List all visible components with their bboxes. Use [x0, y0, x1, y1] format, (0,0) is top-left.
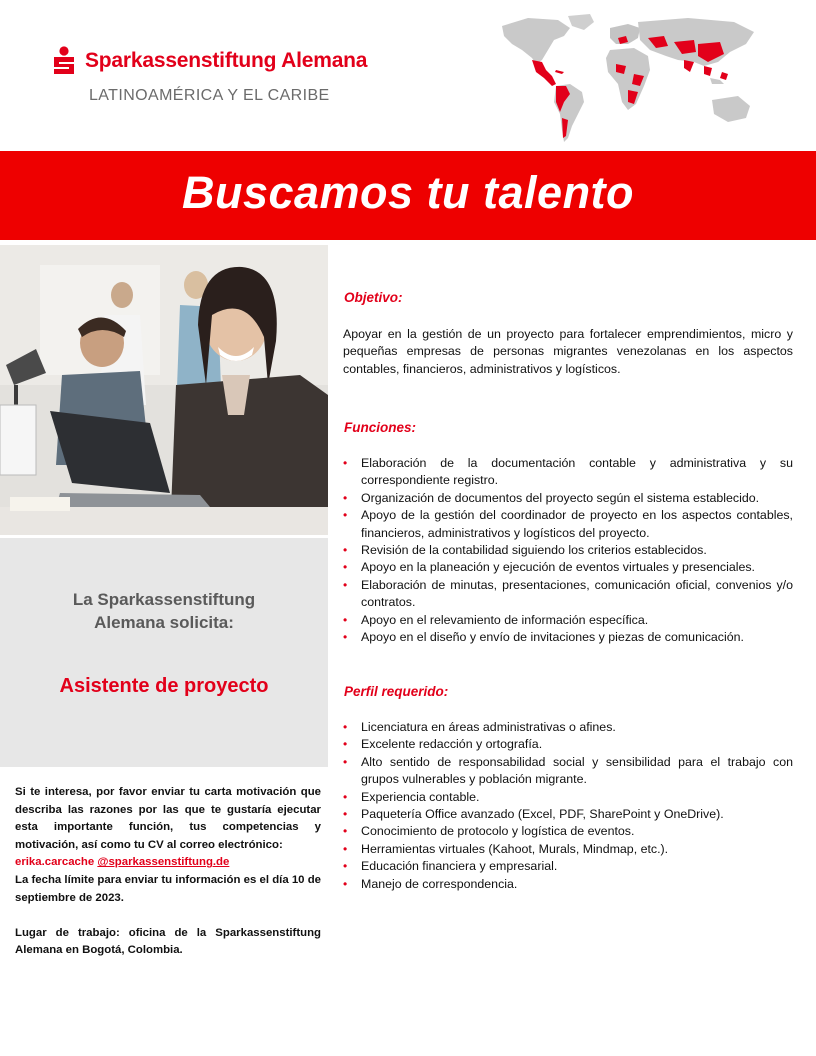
list-item: • Educación financiera y empresarial.	[343, 858, 793, 875]
bullet-icon: •	[343, 543, 348, 558]
list-item: • Apoyo de la gestión del coordinador de proyecto en los aspectos contables, financieros, administrativos y logísticos del proyecto.	[343, 508, 793, 540]
bullet-icon: •	[343, 841, 348, 856]
bullet-icon: •	[343, 859, 348, 874]
list-item: • Excelente redacción y ortografía.	[343, 736, 793, 753]
brand-name: Sparkassenstiftung Alemana	[85, 49, 368, 72]
perfil-list	[343, 719, 793, 893]
list-item: • Licenciatura en áreas administrativas o afines.	[343, 719, 793, 736]
list-item: • Elaboración de minutas, presentaciones, comunicación oficial, convenios y/o contratos.	[343, 577, 793, 610]
bullet-icon: •	[343, 754, 348, 769]
list-item: • Apoyo en el relevamiento de información específica.	[343, 612, 793, 629]
list-item: • Herramientas virtuales (Kahoot, Murals, Mindmap, etc.).	[343, 841, 793, 858]
bullet-icon: •	[343, 490, 348, 505]
title-banner	[0, 151, 816, 240]
sparkasse-s-icon	[52, 46, 76, 78]
bullet-icon: •	[343, 456, 348, 470]
position-title: Asistente de proyecto	[59, 675, 269, 697]
bullet-icon: •	[343, 876, 348, 891]
position-box	[0, 538, 328, 767]
bullet-icon: •	[343, 612, 348, 627]
banner-title: Buscamos tu talento	[181, 167, 635, 218]
bullet-icon: •	[343, 508, 348, 523]
bullet-icon: •	[343, 737, 348, 752]
list-item: • Conocimiento de protocolo y logística de eventos.	[343, 823, 793, 840]
list-item: • Manejo de correspondencia.	[343, 876, 793, 893]
solicita-line: La Sparkassenstiftung	[72, 590, 256, 609]
list-item: • Revisión de la contabilidad siguiendo los criterios establecidos.	[343, 542, 793, 559]
funciones-heading: Funciones:	[344, 420, 417, 435]
solicita-text	[0, 588, 328, 634]
sparkassenstiftung-logo	[52, 46, 382, 110]
solicita-line: Alemana solicita:	[94, 613, 234, 632]
funciones-list	[343, 455, 793, 646]
bullet-icon: •	[343, 560, 348, 575]
bullet-icon: •	[343, 630, 348, 645]
list-item: • Experiencia contable.	[343, 789, 793, 806]
list-item: • Paquetería Office avanzado (Excel, PDF, SharePoint y OneDrive).	[343, 806, 793, 823]
bullet-icon: •	[343, 720, 348, 734]
world-map	[498, 14, 760, 146]
bullet-icon: •	[343, 577, 348, 592]
list-item: • Organización de documentos del proyecto según el sistema establecido.	[343, 490, 793, 507]
list-item: • Apoyo en el diseño y envío de invitaciones y piezas de comunicación.	[343, 629, 793, 646]
list-item: • Apoyo en la planeación y ejecución de eventos virtuales y presenciales.	[343, 559, 793, 576]
objetivo-heading: Objetivo:	[344, 290, 403, 305]
email-user[interactable]: erika.carcache	[15, 856, 95, 869]
brand-region: LATINOAMÉRICA Y EL CARIBE	[89, 87, 330, 104]
bullet-icon: •	[343, 824, 348, 839]
office-photo	[0, 245, 328, 535]
list-item: • Alto sentido de responsabilidad social y sensibilidad para el trabajo con grupos vulnerables y población migrante.	[343, 754, 793, 787]
bullet-icon: •	[343, 807, 348, 822]
location-text: Lugar de trabajo: oficina de la Sparkassenstiftung Alemana en Bogotá, Colombia.	[15, 926, 321, 957]
perfil-heading: Perfil requerido:	[344, 684, 449, 699]
contact-intro: Si te interesa, por favor enviar tu carta motivación que describa las razones por las que te gustaría ejecutar esta importante función, tus competencias y motivación, así como tu CV al correo electrónico:	[15, 786, 321, 851]
bullet-icon: •	[343, 789, 348, 804]
objetivo-text: Apoyar en la gestión de un proyecto para fortalecer emprendimientos, micro y pequeñas empresas de personas migrantes venezolanas en los aspectos contables, financieros, administrativos y logísticos.	[343, 327, 793, 376]
contact-info	[15, 784, 321, 960]
list-item: • Elaboración de la documentación contable y administrativa y su correspondiente registro.	[343, 456, 793, 488]
deadline-text: La fecha límite para enviar tu información es el día 10 de septiembre de 2023.	[15, 873, 321, 904]
email-link[interactable]: @sparkassenstiftung.de	[97, 856, 230, 869]
